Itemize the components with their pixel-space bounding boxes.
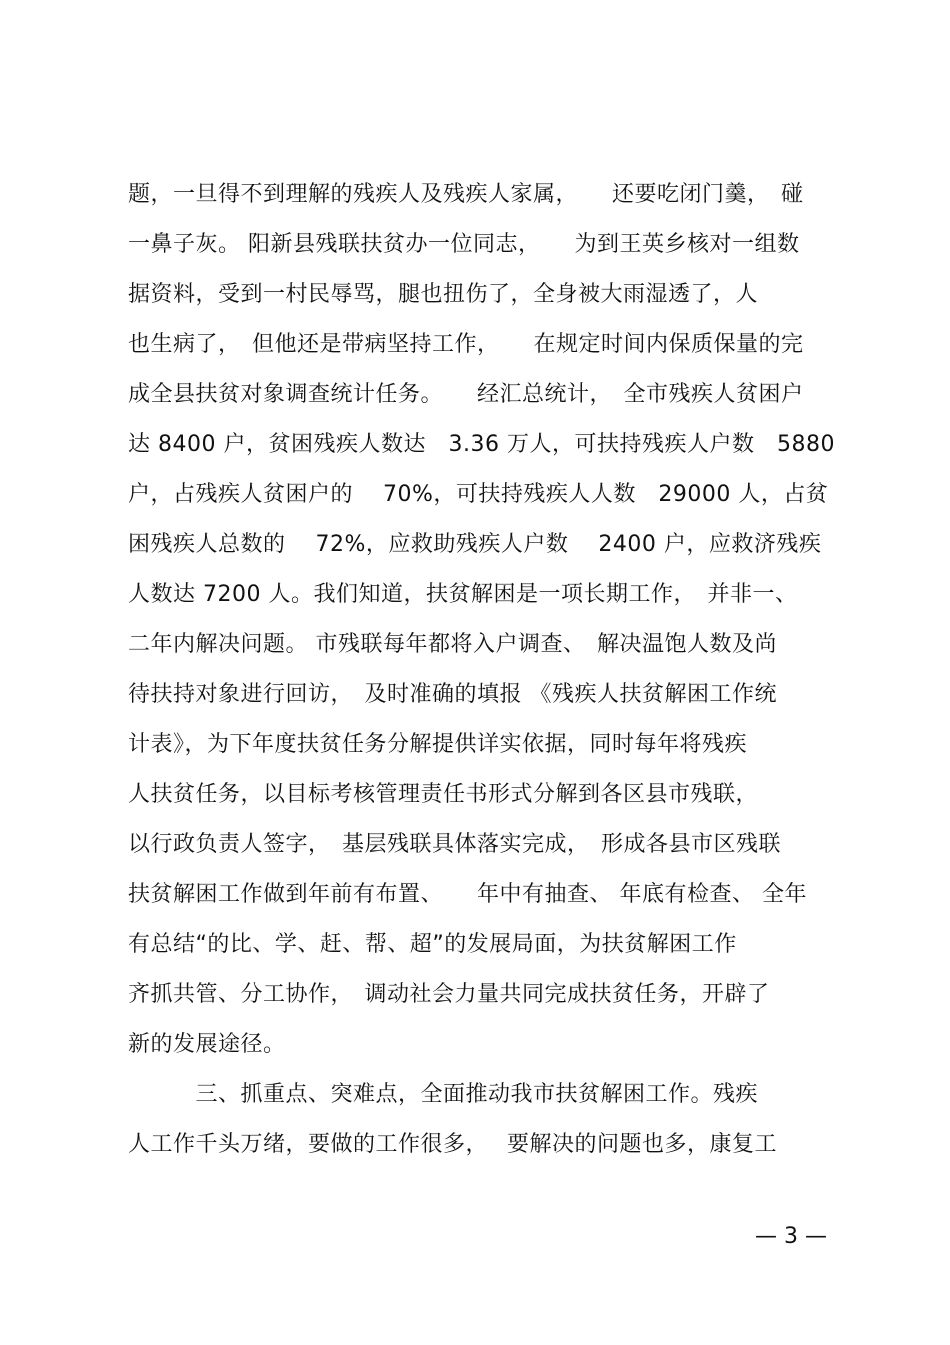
text-line: 据资料，受到一村民辱骂，腿也扭伤了，全身被大雨湿透了，人 <box>128 282 759 307</box>
text-line: 新的发展途径。 <box>128 1032 286 1057</box>
text-line: 以行政负责人签字， 基层残联具体落实完成， 形成各县市区残联 <box>128 832 782 857</box>
text-line: 扶贫解困工作做到年前有布置、 年中有抽查、 年底有检查、 全年 <box>128 882 807 907</box>
text-line: 也生病了， 但他还是带病坚持工作， 在规定时间内保质保量的完 <box>128 332 804 357</box>
page-number: — 3 — <box>755 1224 827 1249</box>
text-line: 人数达 7200 人。我们知道，扶贫解困是一项长期工作， 并非一、 <box>128 582 798 607</box>
text-line: 题，一旦得不到理解的残疾人及残疾人家属， 还要吃闭门羹， 碰 <box>128 182 804 207</box>
text-line: 困残疾人总数的 72%，应救助残疾人户数 2400 户，应救济残疾 <box>128 532 822 557</box>
text-line: 达 8400 户，贫困残疾人数达 3.36 万人，可扶持残疾人户数 5880 <box>128 432 835 457</box>
text-line: 计表》，为下年度扶贫任务分解提供详实依据，同时每年将残疾 <box>128 732 748 757</box>
text-line: 人工作千头万绪，要做的工作很多， 要解决的问题也多，康复工 <box>128 1132 777 1157</box>
text-line: 成全县扶贫对象调查统计任务。 经汇总统计， 全市残疾人贫困户 <box>128 382 804 407</box>
text-line: 齐抓共管、分工协作， 调动社会力量共同完成扶贫任务，开辟了 <box>128 982 770 1007</box>
text-line: 人扶贫任务，以目标考核管理责任书形式分解到各区县市残联， <box>128 782 759 807</box>
text-line: 三、抓重点、突难点，全面推动我市扶贫解困工作。残疾 <box>128 1082 759 1107</box>
text-line: 二年内解决问题。 市残联每年都将入户调查、 解决温饱人数及尚 <box>128 632 777 657</box>
text-line: 一鼻子灰。 阳新县残联扶贫办一位同志， 为到王英乡核对一组数 <box>128 232 800 257</box>
text-line: 有总结“的比、学、赶、帮、超”的发展局面，为扶贫解困工作 <box>128 932 737 957</box>
text-line: 待扶持对象进行回访， 及时准确的填报 《残疾人扶贫解困工作统 <box>128 682 777 707</box>
text-line: 户，占残疾人贫困户的 70%，可扶持残疾人人数 29000 人，占贫 <box>128 482 829 507</box>
